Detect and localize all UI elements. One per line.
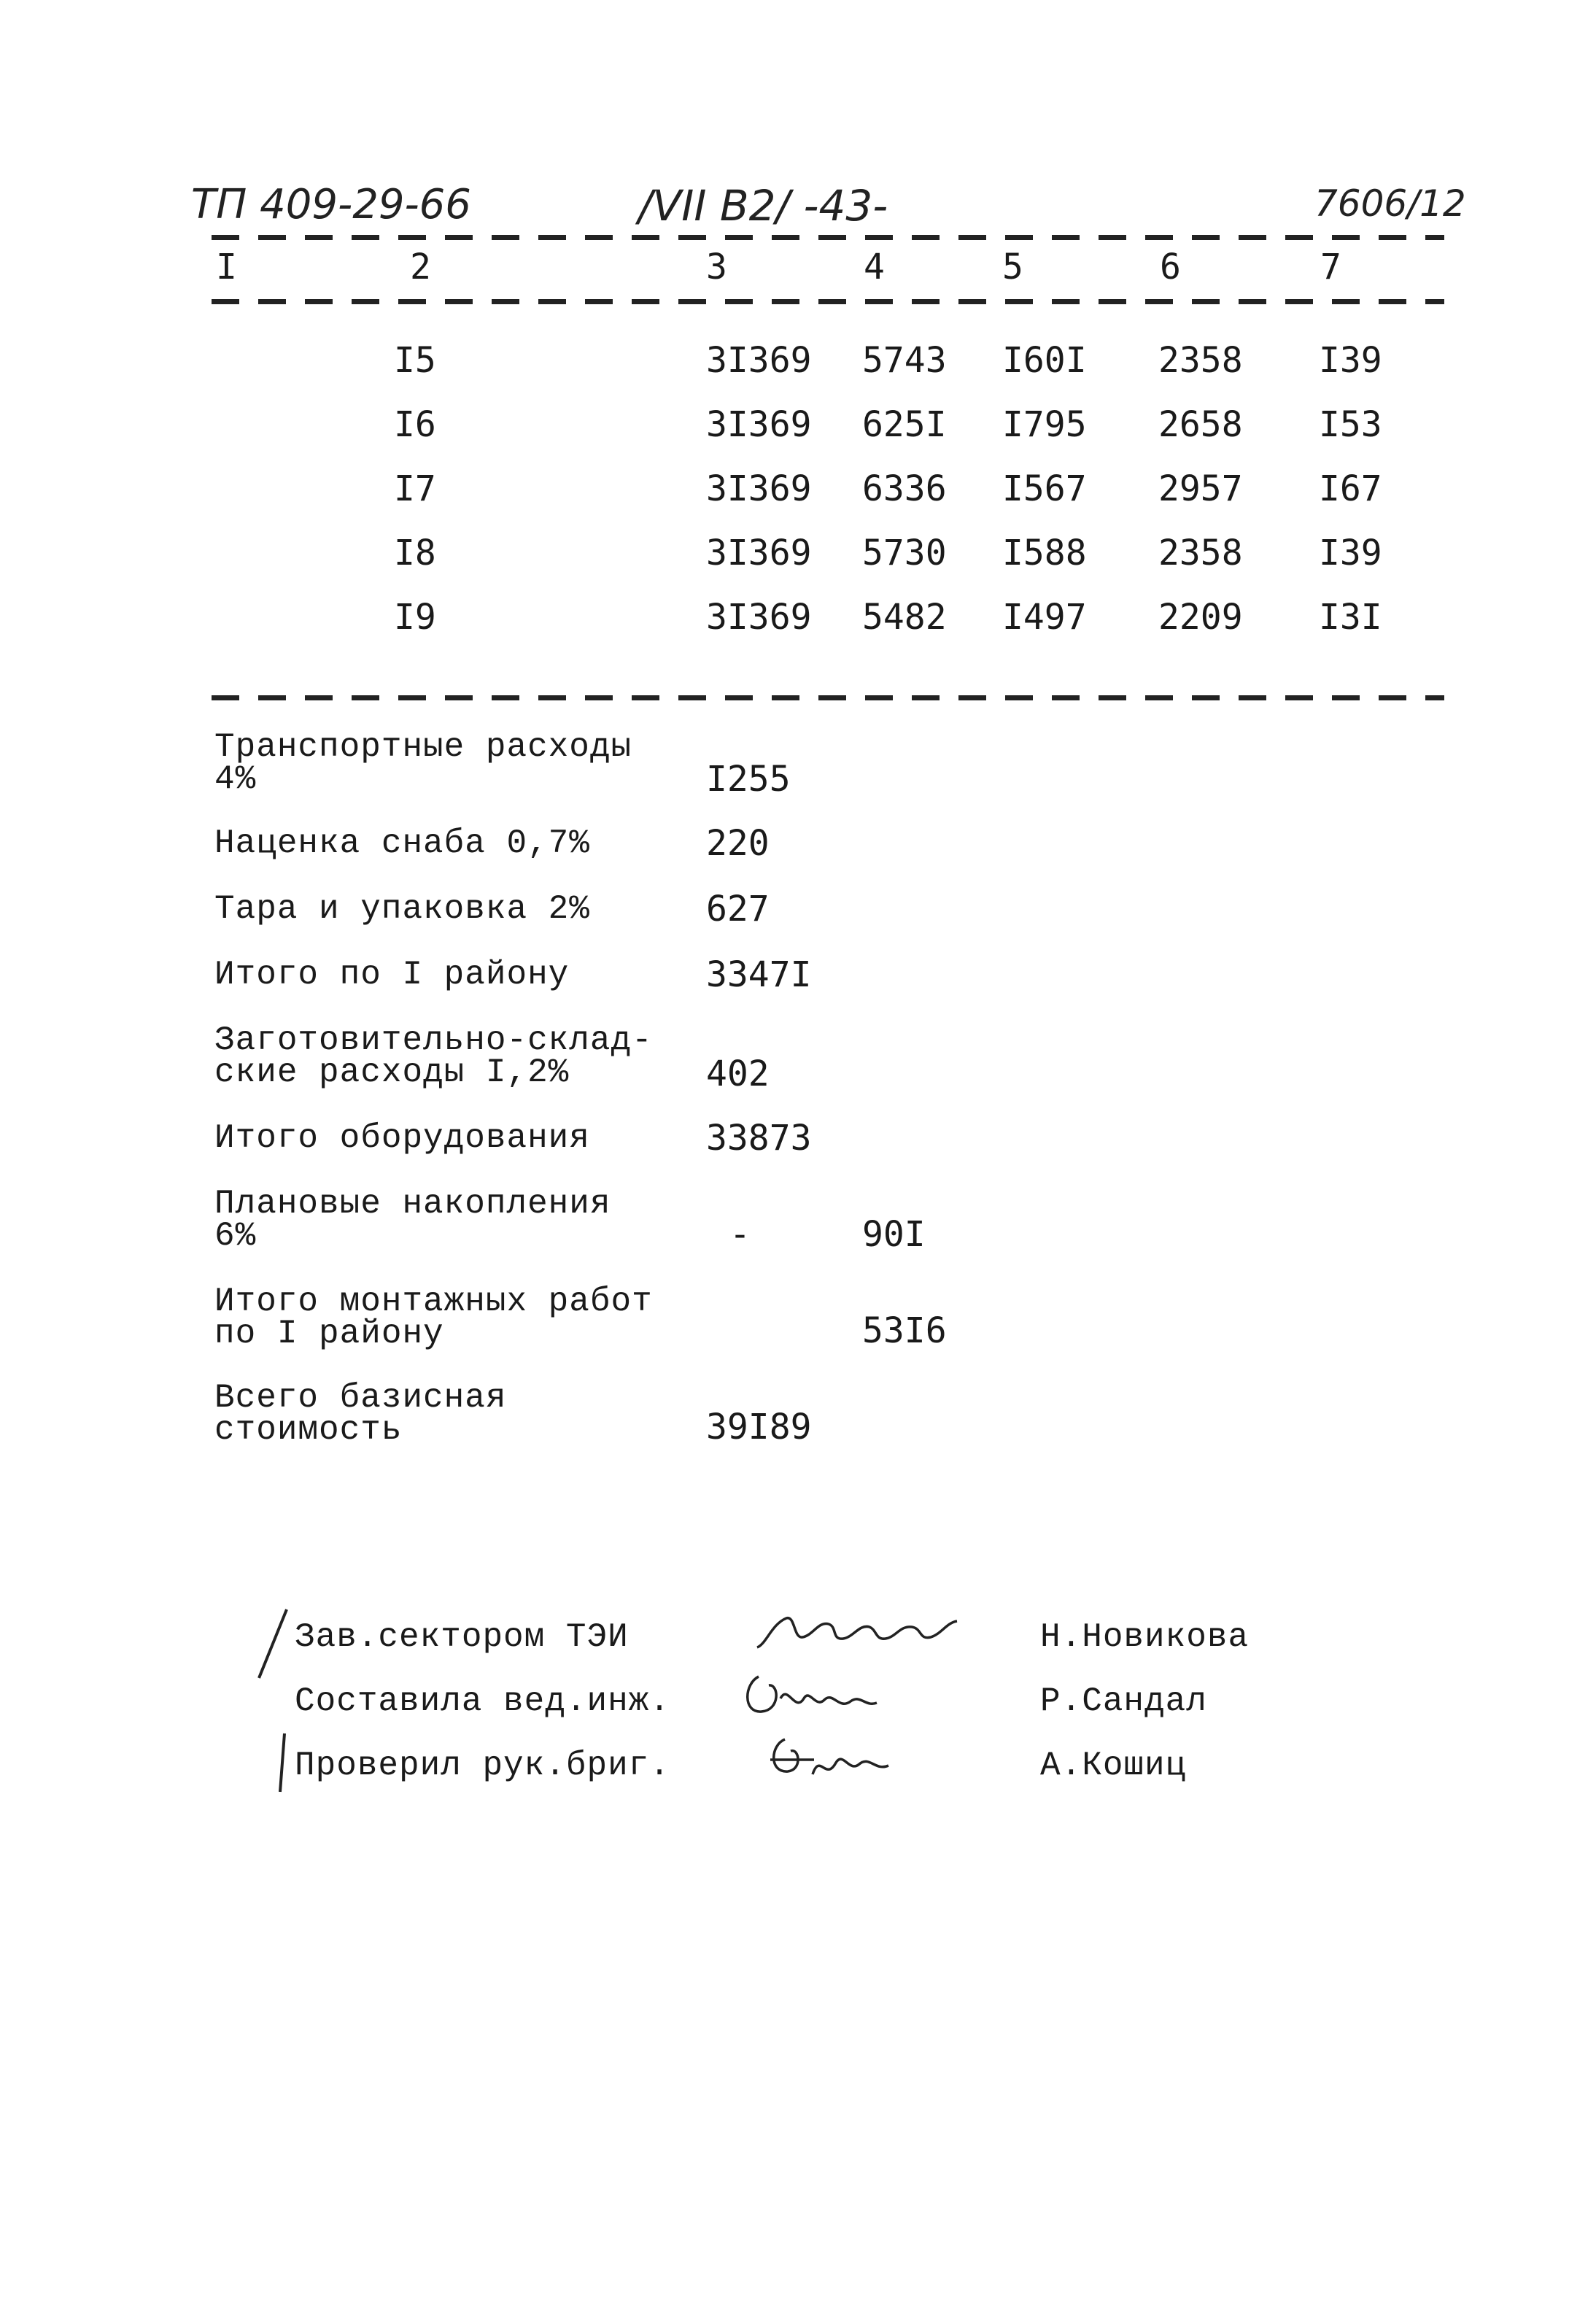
- cell-col3: 3I369: [706, 468, 812, 509]
- summary-label: Тара и упаковка 2%: [214, 890, 590, 928]
- summary-label: Итого монтажных работ: [214, 1283, 653, 1321]
- summary-value-col3: 3347I: [706, 954, 812, 995]
- doc-code: ТП 409-29-66: [191, 181, 471, 228]
- summary-value-col3: -: [729, 1214, 751, 1255]
- cell-col7: I39: [1319, 340, 1382, 381]
- handwritten-signature: [756, 1731, 916, 1796]
- cell-col6: 2658: [1158, 404, 1243, 445]
- signatory-name: Н.Новикова: [1040, 1618, 1250, 1656]
- signatory-role: Проверил рук.бриг.: [295, 1747, 670, 1785]
- cell-col4: 5730: [862, 533, 947, 573]
- summary-value-col4: 90I: [862, 1214, 926, 1255]
- signatory-role: Зав.сектором ТЭИ: [295, 1618, 629, 1656]
- row-number: I8: [394, 533, 436, 573]
- margin-bar-mark: [271, 1731, 293, 1796]
- signatory-name: А.Кошиц: [1040, 1747, 1187, 1785]
- cell-col5: I795: [1002, 404, 1087, 445]
- col-header-6: 6: [1160, 247, 1181, 287]
- column-header-rule: [212, 299, 1444, 304]
- margin-slash-mark: [252, 1605, 295, 1685]
- cell-col3: 3I369: [706, 533, 812, 573]
- cell-col7: I53: [1319, 404, 1382, 445]
- summary-value-col4: 53I6: [862, 1310, 947, 1351]
- summary-label: Итого по I району: [214, 956, 570, 994]
- cell-col4: 5482: [862, 597, 947, 638]
- cell-col5: I497: [1002, 597, 1087, 638]
- summary-label: Транспортные расходы: [214, 728, 632, 766]
- doc-number: 7606/12: [1314, 182, 1466, 225]
- summary-label-cont: стоимость: [214, 1411, 403, 1449]
- cell-col7: I3I: [1319, 597, 1382, 638]
- signatory-role: Составила вед.инж.: [295, 1682, 670, 1720]
- signatory-name: Р.Сандал: [1040, 1682, 1207, 1720]
- summary-label: Наценка снаба 0,7%: [214, 824, 590, 862]
- handwritten-signature: [751, 1602, 970, 1668]
- col-header-1: I: [216, 247, 237, 287]
- sheet-code: /VII B2/ -43-: [638, 181, 888, 231]
- cell-col7: I39: [1319, 533, 1382, 573]
- row-number: I9: [394, 597, 436, 638]
- cell-col6: 2358: [1158, 533, 1243, 573]
- table-bottom-rule: [212, 695, 1444, 700]
- cell-col5: I60I: [1002, 340, 1087, 381]
- row-number: I6: [394, 404, 436, 445]
- col-header-5: 5: [1002, 247, 1023, 287]
- cell-col3: 3I369: [706, 340, 812, 381]
- cell-col5: I567: [1002, 468, 1087, 509]
- cell-col4: 625I: [862, 404, 947, 445]
- col-header-3: 3: [706, 247, 727, 287]
- summary-label: Плановые накопления: [214, 1185, 611, 1223]
- summary-label-cont: ские расходы I,2%: [214, 1054, 570, 1091]
- summary-label-cont: 6%: [214, 1217, 257, 1255]
- summary-value-col3: 33873: [706, 1118, 812, 1159]
- col-header-4: 4: [864, 247, 885, 287]
- summary-value-col3: I255: [706, 759, 791, 800]
- summary-value-col3: 220: [706, 823, 770, 864]
- cell-col6: 2209: [1158, 597, 1243, 638]
- row-number: I7: [394, 468, 436, 509]
- summary-value-col3: 627: [706, 889, 770, 929]
- col-header-7: 7: [1320, 247, 1341, 287]
- cell-col6: 2957: [1158, 468, 1243, 509]
- row-number: I5: [394, 340, 436, 381]
- cell-col7: I67: [1319, 468, 1382, 509]
- summary-label: Всего базисная: [214, 1379, 507, 1417]
- header-rule: [212, 235, 1444, 240]
- cell-col3: 3I369: [706, 597, 812, 638]
- summary-label: Заготовительно-склад-: [214, 1021, 653, 1059]
- summary-label-cont: 4%: [214, 760, 257, 798]
- handwritten-signature: [737, 1669, 897, 1735]
- cell-col5: I588: [1002, 533, 1087, 573]
- cell-col3: 3I369: [706, 404, 812, 445]
- cell-col4: 6336: [862, 468, 947, 509]
- summary-label-cont: по I району: [214, 1315, 444, 1353]
- cell-col6: 2358: [1158, 340, 1243, 381]
- summary-value-col3: 402: [706, 1054, 770, 1094]
- col-header-2: 2: [410, 247, 431, 287]
- summary-value-col3: 39I89: [706, 1407, 812, 1447]
- cell-col4: 5743: [862, 340, 947, 381]
- summary-label: Итого оборудования: [214, 1119, 590, 1157]
